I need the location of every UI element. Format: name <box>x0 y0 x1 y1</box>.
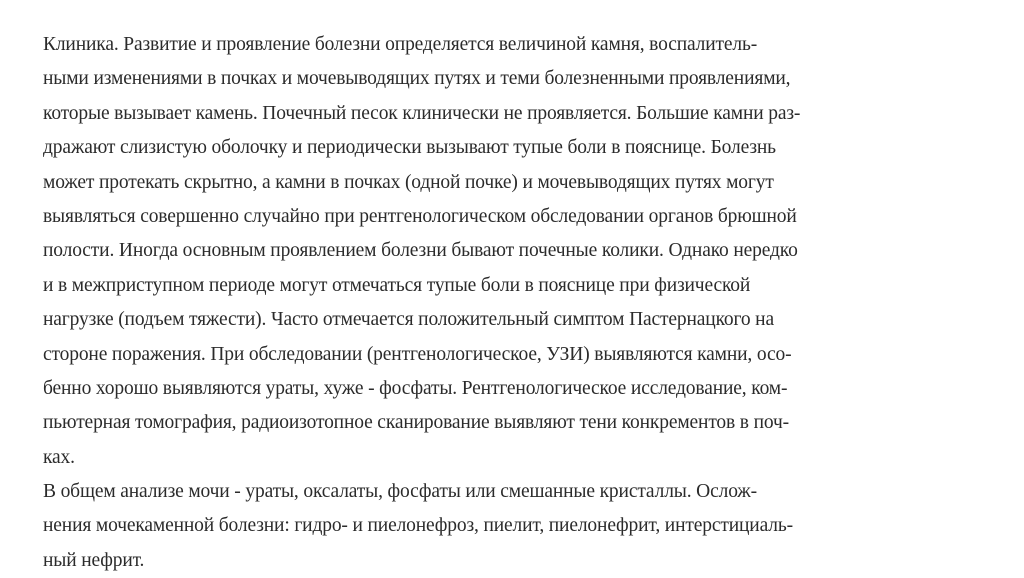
text-line: дражают слизистую оболочку и периодически вызывают тупые боли в пояснице. Болезнь <box>43 137 776 159</box>
text-line: и в межприступном периоде могут отмечаться тупые боли в пояснице при физической <box>43 274 751 296</box>
text-line: которые вызывает камень. Почечный песок клинически не проявляется. Большие камни раз- <box>43 102 801 124</box>
text-line: ными изменениями в почках и мочевыводящих путях и теми болезненными проявлениями, <box>43 68 791 90</box>
text-line: Клиника. Развитие и проявление болезни определяется величиной камня, воспалитель- <box>43 34 758 55</box>
text-line: стороне поражения. При обследовании (рентгенологическое, УЗИ) выявляются камни, осо- <box>43 343 792 365</box>
text-line: выявляться совершенно случайно при рентгенологическом обследовании органов брюшной <box>43 205 797 227</box>
text-line: нагрузке (подъем тяжести). Часто отмечается положительный симптом Пастернацкого на <box>43 309 774 331</box>
text-line: полости. Иногда основным проявлением болезни бывают почечные колики. Однако нередко <box>43 240 798 262</box>
text-line: ный нефрит. <box>43 549 145 571</box>
text-line: В общем анализе мочи - ураты, оксалаты, фосфаты или смешанные кристаллы. Ослож- <box>43 481 757 503</box>
text-line: может протекать скрытно, а камни в почках (одной почке) и мочевыводящих путях могут <box>43 171 774 193</box>
text-line: нения мочекаменной болезни: гидро- и пиелонефроз, пиелит, пиелонефрит, интерстициаль- <box>43 515 793 537</box>
text-line: ках. <box>43 446 75 468</box>
text-line: пьютерная томография, радиоизотопное сканирование выявляют тени конкрементов в поч- <box>43 412 789 434</box>
text-line: бенно хорошо выявляются ураты, хуже - фосфаты. Рентгенологическое исследование, ком- <box>43 377 788 399</box>
document-text <box>43 28 1003 578</box>
